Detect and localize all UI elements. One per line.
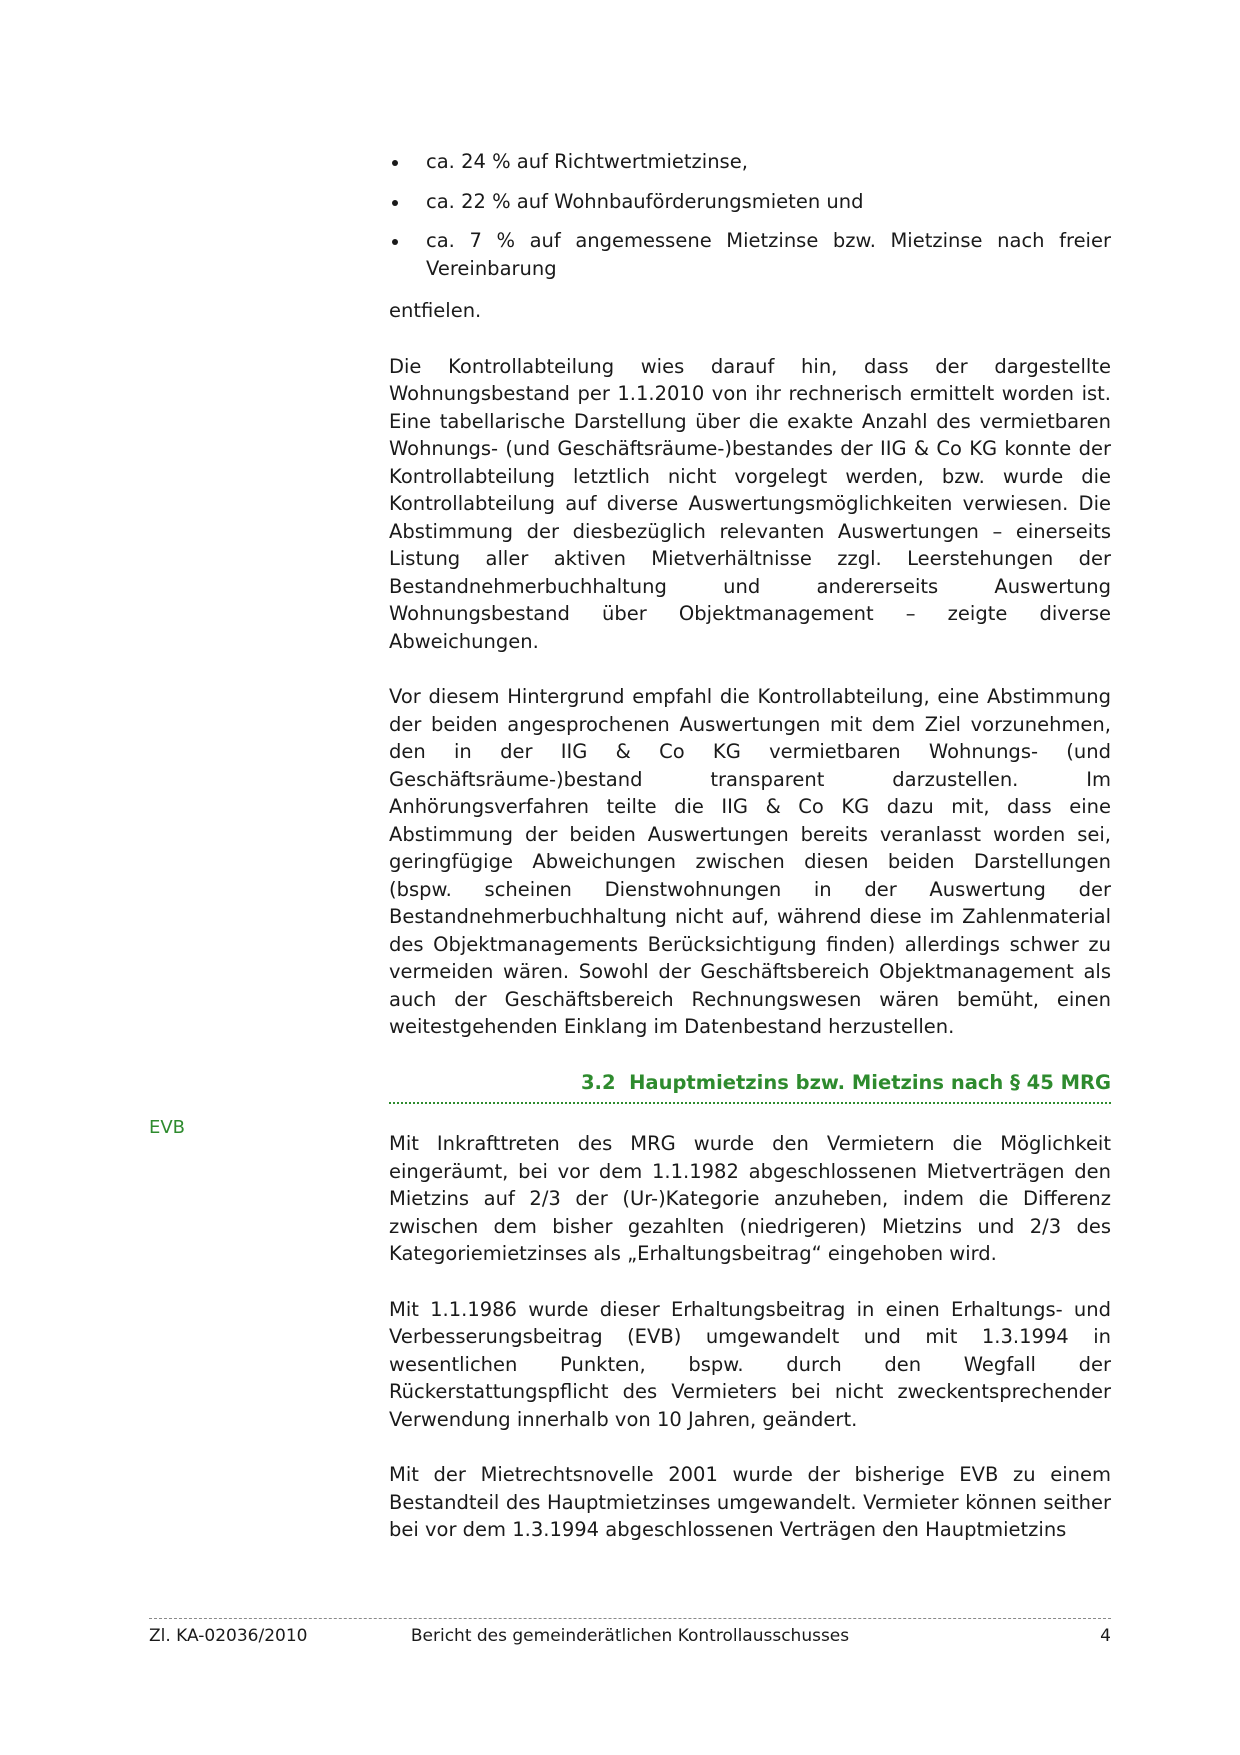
footer-page-number: 4 xyxy=(1100,1626,1111,1646)
margin-note-evb: EVB xyxy=(149,1117,186,1138)
page-footer xyxy=(149,1618,1111,1647)
paragraph-empfehlung: Vor diesem Hintergrund empfahl die Kontrollabteilung, eine Abstimmung der beiden angesprochenen Auswertungen mit dem Ziel vorzunehmen, den in der IIG & Co KG vermietbaren Wohnungs- (und Geschäftsräume-)bestand transparent darzustellen. Im Anhörungsverfahren teilte die IIG & Co KG dazu mit, dass eine Abstimmung der beiden Auswertungen bereits veranlasst worden sei, geringfügige Abweichungen zwischen diesen beiden Darstellungen (bspw. scheinen Dienstwohnungen in der Auswertung der Bestandnehmerbuchhaltung nicht auf, während diese im Zahlenmaterial des Objektmanagements Berücksichtigung finden) allerdings schwer zu vermeiden wären. Sowohl der Geschäftsbereich Objektmanagement als auch der Geschäftsbereich Rechnungswesen wären bemüht, einen weitestgehenden Einklang im Datenbestand herzustellen. xyxy=(389,685,1111,1038)
paragraph-erhaltungsbeitrag: Mit Inkrafttreten des MRG wurde den Vermietern die Möglichkeit eingeräumt, bei vor dem 1.1.1982 abgeschlossenen Mietverträgen den Mietzins auf 2/3 der (Ur-)Kategorie anzuheben, indem die Differenz zwischen dem bisher gezahlten (niedrigeren) Mietzins und 2/3 des Kategoriemietzinses als „Erhaltungsbeitrag“ eingehoben wird. xyxy=(389,1132,1111,1265)
section-heading xyxy=(389,1069,1111,1105)
bullet-item xyxy=(389,227,1111,282)
section-body xyxy=(389,1130,1111,1544)
bullet-item xyxy=(389,148,1111,176)
bullet-text: ca. 7 % auf angemessene Mietzinse bzw. Mietzinse nach freier Vereinbarung xyxy=(426,229,1111,280)
bullet-dot-icon xyxy=(392,239,398,245)
section-number: 3.2 xyxy=(580,1070,616,1094)
paragraph-wohnungsbestand: Die Kontrollabteilung wies darauf hin, dass der dargestellte Wohnungsbestand per 1.1.2010 von ihr rechnerisch ermittelt worden ist. Eine tabellarische Darstellung über die exakte Anzahl des vermietbaren Wohnungs- (und Geschäftsräume-)bestandes der IIG & Co KG konnte der Kontrollabteilung letztlich nicht vorgelegt werden, bzw. wurde die Kontrollabteilung auf diverse Auswertungsmöglichkeiten verwiesen. Die Abstimmung der diesbezüglich relevanten Auswertungen – einerseits Listung aller aktiven Mietverhältnisse zzgl. Leerstehungen der Bestandnehmerbuchhaltung und andererseits Auswertung Wohnungsbestand über Objektmanagement – zeigte diverse Abweichungen. xyxy=(389,354,1111,653)
bullet-dot-icon xyxy=(392,160,398,166)
section-title: Hauptmietzins bzw. Mietzins nach § 45 MRG xyxy=(629,1070,1111,1094)
bullet-list xyxy=(389,148,1111,282)
bullet-dot-icon xyxy=(392,200,398,206)
footer-report-title: Bericht des gemeinderätlichen Kontrollausschusses xyxy=(410,1626,850,1646)
main-text-column xyxy=(389,148,1111,1572)
bullet-item xyxy=(389,188,1111,216)
bullet-conclusion: entfielen. xyxy=(389,299,482,322)
footer-reference: Zl. KA-02036/2010 xyxy=(149,1626,308,1646)
paragraph-mietrechtsnovelle: Mit der Mietrechtsnovelle 2001 wurde der bisherige EVB zu einem Bestandteil des Hauptmietzinses umgewandelt. Vermieter können seither bei vor dem 1.3.1994 abgeschlossenen Verträgen den Hauptmietzins xyxy=(389,1463,1111,1541)
bullet-text: ca. 22 % auf Wohnbauförderungsmieten und xyxy=(426,189,864,213)
paragraph-evb: Mit 1.1.1986 wurde dieser Erhaltungsbeitrag in einen Erhaltungs- und Verbesserungsbeitrag (EVB) umgewandelt und mit 1.3.1994 in wesentlichen Punkten, bspw. durch den Wegfall der Rückerstattungspflicht des Vermieters bei nicht zweckentsprechender Verwendung innerhalb von 10 Jahren, geändert. xyxy=(389,1297,1111,1431)
bullet-text: ca. 24 % auf Richtwertmietzinse, xyxy=(426,150,748,173)
